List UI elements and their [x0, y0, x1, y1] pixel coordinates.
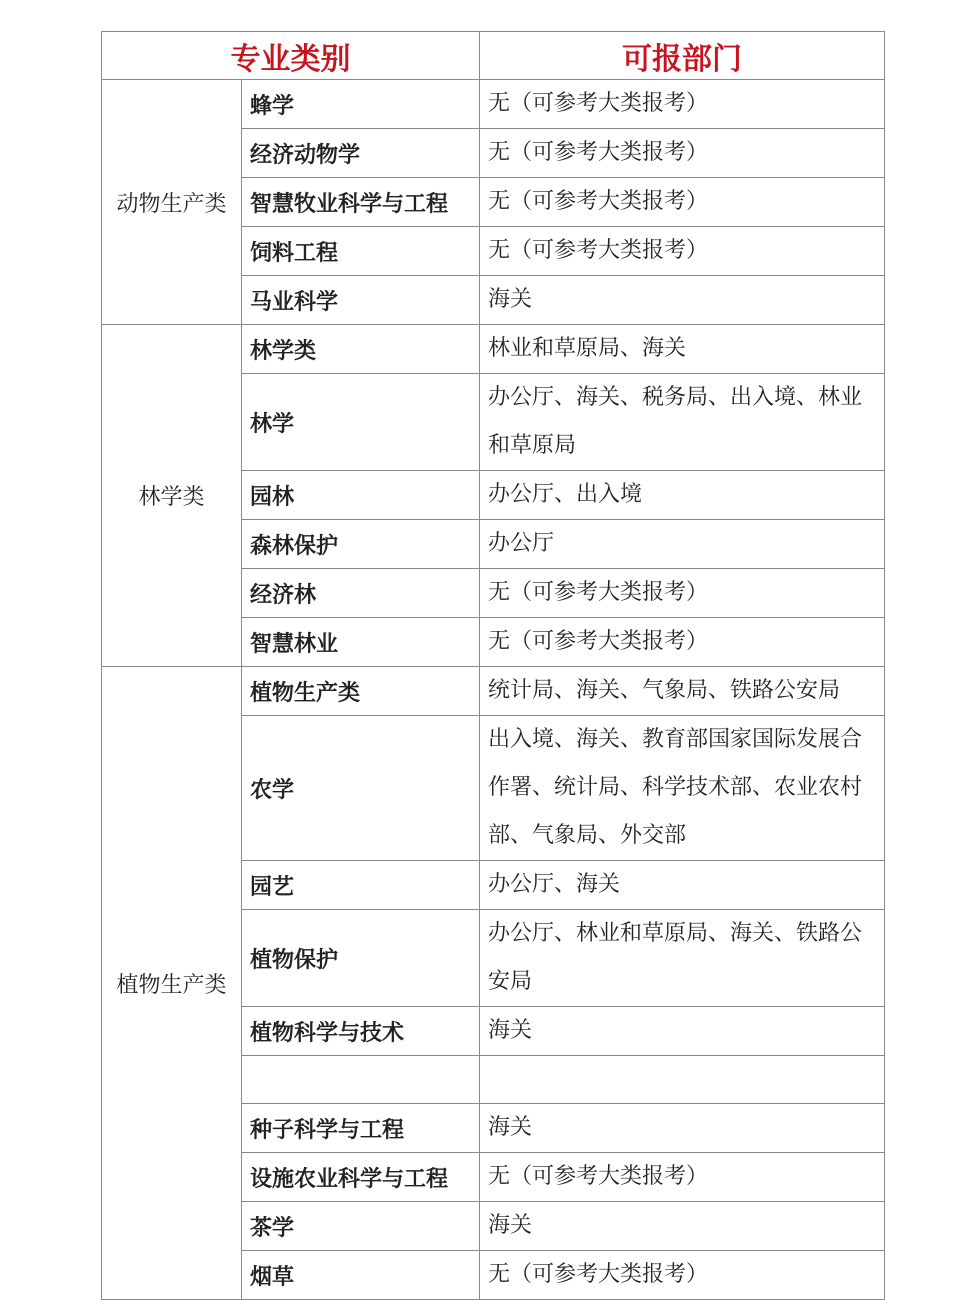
category-cell: 林学类: [102, 325, 242, 667]
major-cell: 种子科学与工程: [242, 1104, 480, 1153]
major-cell: 森林保护: [242, 520, 480, 569]
departments-cell: 办公厅: [480, 520, 885, 569]
major-cell: 蜂学: [242, 80, 480, 129]
table-row: [102, 667, 885, 716]
departments-cell: 无（可参考大类报考）: [480, 178, 885, 227]
major-cell: [242, 1056, 480, 1104]
major-cell: 园林: [242, 471, 480, 520]
major-cell: 饲料工程: [242, 227, 480, 276]
departments-cell: 海关: [480, 1202, 885, 1251]
departments-cell: 无（可参考大类报考）: [480, 129, 885, 178]
category-cell: 动物生产类: [102, 80, 242, 325]
major-cell: 植物保护: [242, 910, 480, 1007]
major-cell: 林学类: [242, 325, 480, 374]
departments-cell: 无（可参考大类报考）: [480, 227, 885, 276]
major-cell: 烟草: [242, 1251, 480, 1300]
departments-cell: 办公厅、林业和草原局、海关、铁路公安局: [480, 910, 885, 1007]
major-cell: 茶学: [242, 1202, 480, 1251]
departments-cell: 办公厅、海关、税务局、出入境、林业和草原局: [480, 374, 885, 471]
major-cell: 植物科学与技术: [242, 1007, 480, 1056]
major-cell: 农学: [242, 716, 480, 861]
table-row: [102, 325, 885, 374]
departments-cell: 海关: [480, 1007, 885, 1056]
header-row: [102, 32, 885, 80]
header-category: 专业类别: [102, 32, 480, 80]
departments-cell: [480, 1056, 885, 1104]
departments-cell: 无（可参考大类报考）: [480, 80, 885, 129]
major-cell: 园艺: [242, 861, 480, 910]
major-cell: 智慧牧业科学与工程: [242, 178, 480, 227]
majors-table: [101, 31, 885, 1300]
major-cell: 设施农业科学与工程: [242, 1153, 480, 1202]
departments-cell: 海关: [480, 276, 885, 325]
departments-cell: 无（可参考大类报考）: [480, 1153, 885, 1202]
departments-cell: 出入境、海关、教育部国家国际发展合作署、统计局、科学技术部、农业农村部、气象局、外交部: [480, 716, 885, 861]
major-cell: 经济动物学: [242, 129, 480, 178]
departments-cell: 无（可参考大类报考）: [480, 1251, 885, 1300]
major-cell: 马业科学: [242, 276, 480, 325]
departments-cell: 办公厅、海关: [480, 861, 885, 910]
major-cell: 植物生产类: [242, 667, 480, 716]
departments-cell: 林业和草原局、海关: [480, 325, 885, 374]
category-cell: 植物生产类: [102, 667, 242, 1300]
header-departments: 可报部门: [480, 32, 885, 80]
departments-cell: 办公厅、出入境: [480, 471, 885, 520]
departments-cell: 海关: [480, 1104, 885, 1153]
departments-cell: 无（可参考大类报考）: [480, 618, 885, 667]
major-cell: 智慧林业: [242, 618, 480, 667]
table-row: [102, 80, 885, 129]
departments-cell: 无（可参考大类报考）: [480, 569, 885, 618]
major-cell: 经济林: [242, 569, 480, 618]
departments-cell: 统计局、海关、气象局、铁路公安局: [480, 667, 885, 716]
major-cell: 林学: [242, 374, 480, 471]
